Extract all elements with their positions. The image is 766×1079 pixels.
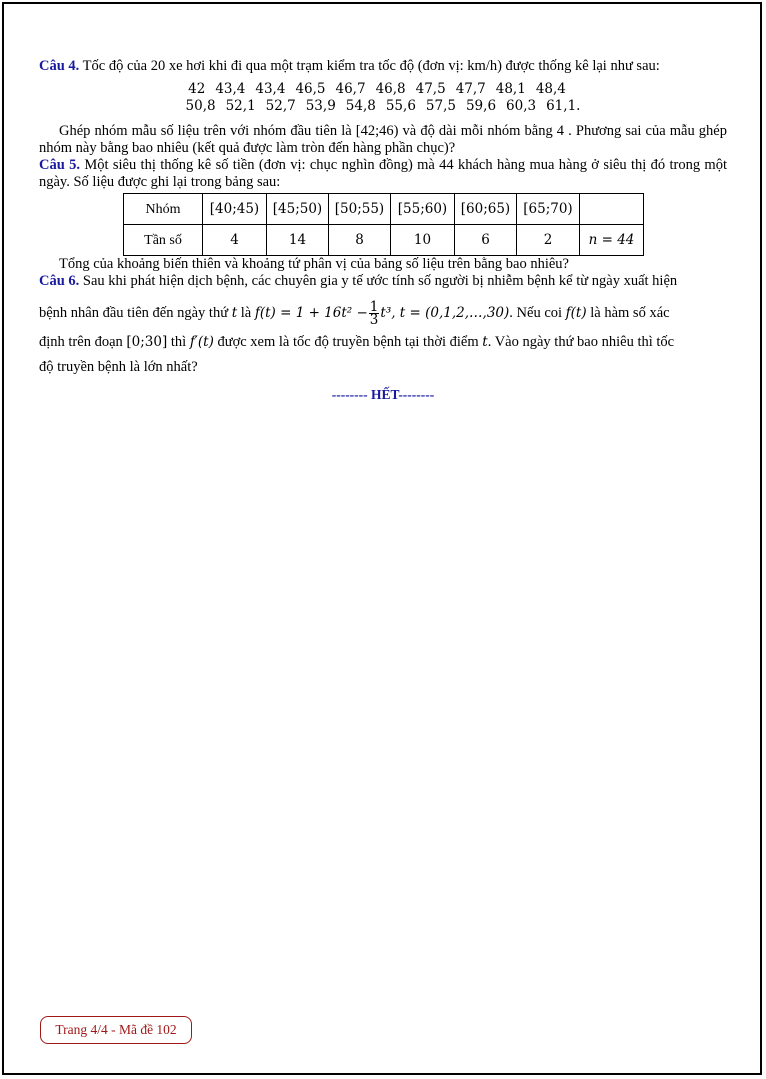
data-row-2 (39, 98, 727, 115)
frequency-cell: 6 (455, 225, 517, 256)
group-cell: [60;65) (455, 194, 517, 225)
data-value: 52,7 (265, 98, 296, 114)
data-value: 46,8 (375, 81, 406, 97)
data-row-1 (27, 81, 727, 98)
data-value: 60,3 (506, 98, 537, 114)
group-cell: [40;45) (203, 194, 267, 225)
data-value: 48,1 (495, 81, 526, 97)
math-derivative: f′(t) (189, 334, 214, 351)
data-value: 59,6 (465, 98, 497, 114)
question-4-label: Câu 4. (39, 58, 80, 74)
group-cell: [50;55) (329, 194, 391, 225)
text-span: bệnh nhân đầu tiên đến ngày thứ (39, 305, 229, 321)
question-4 (39, 58, 727, 75)
question-5-text: Một siêu thị thống kê số tiền (đơn vị: chục nghìn đồng) mà 44 khách hàng mua hàng ở siêu thị đó trong một ngày. Số liệu được ghi lại trong bảng sau: (39, 157, 727, 190)
question-5-prompt: Tổng của khoảng biến thiên và khoảng tứ phân vị của bảng số liệu trên bằng bao nhiêu? (59, 256, 569, 272)
text-span: định trên đoạn (39, 334, 123, 351)
question-5 (39, 157, 727, 191)
question-6-line-1 (39, 273, 727, 290)
fraction-denominator: 3 (369, 312, 379, 329)
question-4-text: Tốc độ của 20 xe hơi khi đi qua một trạm kiểm tra tốc độ (đơn vị: km/h) được thống kê lại như sau: (82, 58, 660, 74)
document-body (39, 58, 727, 403)
math-formula: t³, t = (0,1,2,…,30) (380, 305, 510, 321)
frequency-cell: 10 (391, 225, 455, 256)
frequency-cell: 8 (329, 225, 391, 256)
group-cell: [55;60) (391, 194, 455, 225)
group-cell: [45;50) (267, 194, 329, 225)
question-4-prompt: Ghép nhóm mẫu số liệu trên với nhóm đầu tiên là [42;46) và độ dài mỗi nhóm bằng 4 . Phương sai của mẫu ghép nhóm này bằng bao nhiêu (kết quả được làm tròn đến hàng phần chục)? (39, 123, 727, 156)
text-span: . Vào ngày thứ bao nhiêu thì tốc (487, 334, 675, 351)
row-header-frequency: Tần số (124, 225, 203, 256)
data-value: 55,6 (385, 98, 416, 114)
empty-cell (580, 194, 644, 225)
data-value: 48,4 (535, 81, 566, 97)
math-function: f(t) (565, 305, 587, 321)
data-value: 61,1. (546, 98, 581, 114)
data-value: 47,7 (455, 81, 486, 97)
frequency-table (123, 193, 644, 256)
text-span: được xem là tốc độ truyền bệnh tại thời điểm (217, 334, 479, 351)
question-5-label: Câu 5. (39, 157, 80, 173)
data-value: 43,4 (255, 81, 286, 97)
total-cell: n = 44 (580, 225, 644, 256)
question-6-text: Sau khi phát hiện dịch bệnh, các chuyên gia y tế ước tính số người bị nhiễm bệnh kể từ ngày xuất hiện (82, 273, 678, 289)
text-span: là (240, 305, 252, 321)
question-6-label: Câu 6. (39, 273, 80, 289)
text-span: . Nếu coi (509, 305, 563, 321)
question-6-line-3 (39, 334, 727, 351)
group-cell: [65;70) (517, 194, 580, 225)
math-interval: [0;30] (126, 334, 168, 351)
math-formula: f(t) = 1 + 16t² − (254, 305, 368, 321)
data-value: 54,8 (345, 98, 376, 114)
math-variable: t (231, 305, 238, 321)
table-row (124, 225, 644, 256)
data-value: 42 (188, 81, 206, 97)
fraction (369, 299, 380, 329)
data-value: 50,8 (185, 98, 216, 114)
text-span: thì (170, 334, 187, 351)
table-row (124, 194, 644, 225)
fraction-numerator: 1 (369, 299, 379, 316)
question-6-line-4: độ truyền bệnh là lớn nhất? (39, 359, 198, 376)
math-variable: t (482, 334, 488, 351)
question-6-line-2 (39, 299, 727, 329)
frequency-cell: 4 (203, 225, 267, 256)
data-value: 52,1 (225, 98, 256, 114)
data-value: 53,9 (305, 98, 336, 114)
frequency-cell: 14 (267, 225, 329, 256)
text-span: là hàm số xác (590, 305, 670, 321)
data-value: 43,4 (215, 81, 246, 97)
data-value: 57,5 (425, 98, 456, 114)
page-footer: Trang 4/4 - Mã đề 102 (40, 1016, 192, 1044)
data-value: 46,5 (295, 81, 326, 97)
data-value: 46,7 (335, 81, 366, 97)
data-value: 47,5 (415, 81, 446, 97)
frequency-cell: 2 (517, 225, 580, 256)
end-marker: -------- HẾT-------- (331, 387, 435, 403)
row-header-group: Nhóm (124, 194, 203, 225)
